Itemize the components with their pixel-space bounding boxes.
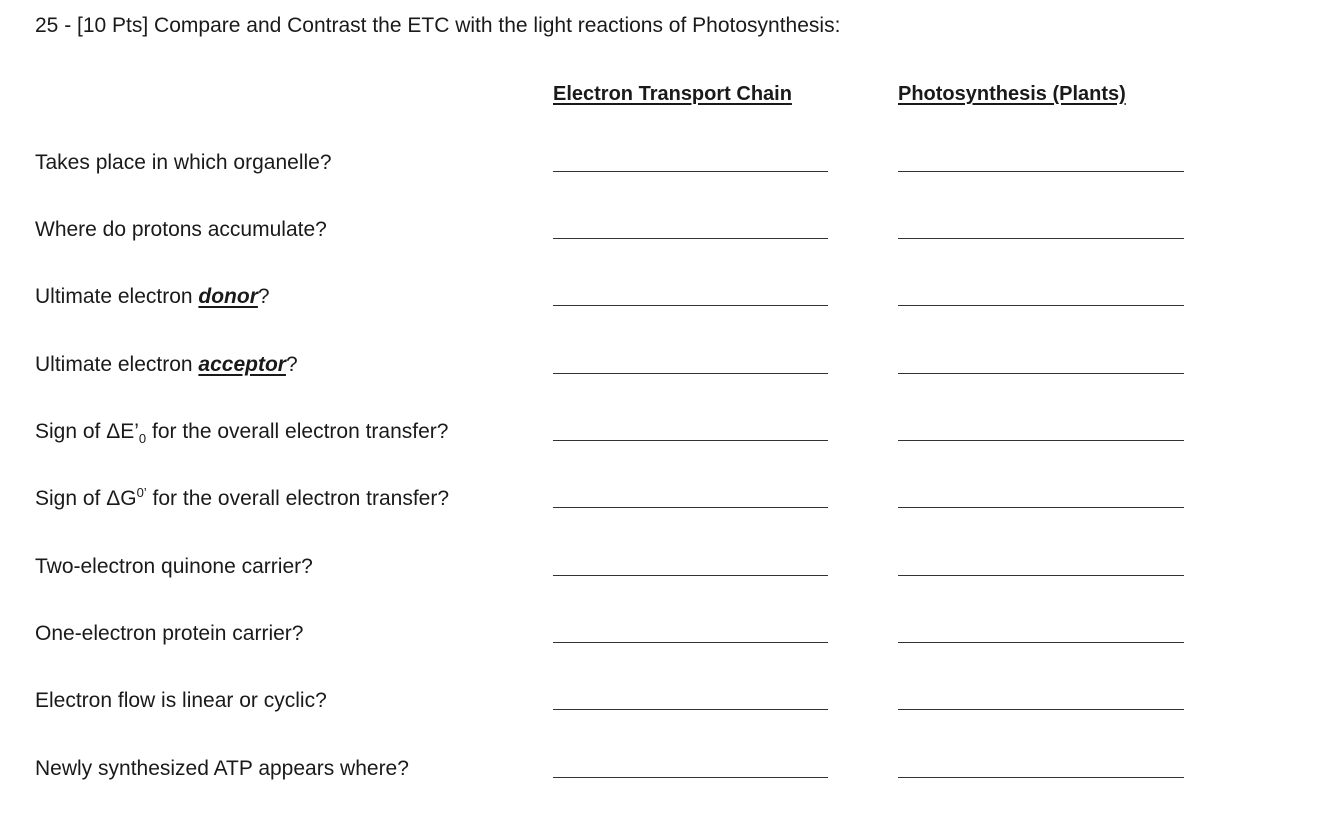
row-label: Takes place in which organelle? <box>35 151 332 174</box>
row-label-suffix: ? <box>285 353 298 376</box>
comparison-row-delta-g <box>0 485 1324 525</box>
photosynthesis-answer-blank[interactable] <box>898 777 1184 778</box>
comparison-row-quinone <box>0 553 1324 593</box>
photosynthesis-answer-blank[interactable] <box>898 709 1184 710</box>
row-label-subscript: 0 <box>138 431 147 447</box>
comparison-row-electron-flow <box>0 687 1324 727</box>
etc-answer-blank[interactable] <box>553 709 828 710</box>
etc-answer-blank[interactable] <box>553 507 828 508</box>
row-label <box>35 351 298 379</box>
row-label-superscript: 0’ <box>136 485 147 500</box>
etc-answer-blank[interactable] <box>553 642 828 643</box>
row-label <box>35 283 270 311</box>
comparison-row-delta-e <box>0 418 1324 458</box>
comparison-row-acceptor <box>0 351 1324 391</box>
row-label-emphasis: donor <box>198 285 258 308</box>
row-label-suffix: ? <box>257 285 270 308</box>
photosynthesis-answer-blank[interactable] <box>898 238 1184 239</box>
photosynthesis-answer-blank[interactable] <box>898 305 1184 306</box>
row-label-prefix: Sign of ΔE’ <box>35 420 139 443</box>
row-label-prefix: Sign of ΔG <box>35 487 137 510</box>
row-label: Newly synthesized ATP appears where? <box>35 757 409 780</box>
etc-answer-blank[interactable] <box>553 238 828 239</box>
row-label <box>35 485 449 513</box>
row-label-prefix: Ultimate electron <box>35 285 199 308</box>
photosynthesis-answer-blank[interactable] <box>898 575 1184 576</box>
etc-answer-blank[interactable] <box>553 373 828 374</box>
etc-answer-blank[interactable] <box>553 305 828 306</box>
comparison-row-protein-carrier <box>0 620 1324 660</box>
comparison-row-protons <box>0 216 1324 256</box>
comparison-row-organelle <box>0 149 1324 189</box>
photosynthesis-answer-blank[interactable] <box>898 440 1184 441</box>
question-title: 25 - [10 Pts] Compare and Contrast the ETC with the light reactions of Photosynthesis: <box>35 14 841 37</box>
etc-answer-blank[interactable] <box>553 440 828 441</box>
row-label-suffix: for the overall electron transfer? <box>146 420 449 443</box>
comparison-row-donor <box>0 283 1324 323</box>
photosynthesis-answer-blank[interactable] <box>898 642 1184 643</box>
row-label: Where do protons accumulate? <box>35 218 327 241</box>
row-label-prefix: Ultimate electron <box>35 353 199 376</box>
row-label-suffix: for the overall electron transfer? <box>146 487 450 510</box>
column-header-photosynthesis: Photosynthesis (Plants) <box>898 83 1126 105</box>
photosynthesis-answer-blank[interactable] <box>898 171 1184 172</box>
column-header-etc: Electron Transport Chain <box>553 83 792 105</box>
row-label: Two-electron quinone carrier? <box>35 555 313 578</box>
etc-answer-blank[interactable] <box>553 777 828 778</box>
row-label: Electron flow is linear or cyclic? <box>35 689 327 712</box>
photosynthesis-answer-blank[interactable] <box>898 373 1184 374</box>
row-label-emphasis: acceptor <box>198 353 286 376</box>
etc-answer-blank[interactable] <box>553 575 828 576</box>
row-label: One-electron protein carrier? <box>35 622 304 645</box>
row-label <box>35 418 448 446</box>
comparison-row-atp <box>0 755 1324 795</box>
photosynthesis-answer-blank[interactable] <box>898 507 1184 508</box>
etc-answer-blank[interactable] <box>553 171 828 172</box>
